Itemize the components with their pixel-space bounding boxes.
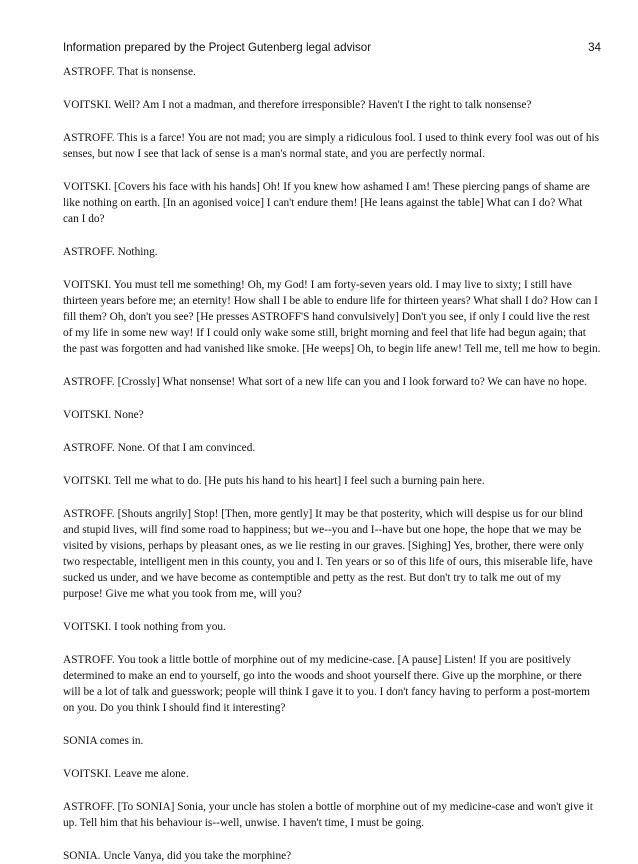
paragraph: ASTROFF. [To SONIA] Sonia, your uncle has stolen a bottle of morphine out of my medicine-case and won't give it up. Tell him that his behaviour is--well, unwise. I haven't time, I must be going.: [63, 801, 593, 829]
document-body: [63, 64, 601, 864]
paragraph: ASTROFF. [Shouts angrily] Stop! [Then, more gently] It may be that posterity, which will despise us for our blind and stupid lives, will find some road to happiness; but we--you and I--have but one hope, the hope that we may be visited by visions, perhaps by pleasant ones, as we lie resting in our graves. [Sighing] Yes, brother, there were only two respectable, intelligent men in this county, you and I. Ten years or so of this life of ours, this miserable life, have sucked us under, and we have become as contemptible and petty as the rest. But don't try to talk me out of my purpose! Give me what you took from me, will you?: [63, 508, 593, 600]
paragraph: VOITSKI. Tell me what to do. [He puts his hand to his heart] I feel such a burning pain here.: [63, 475, 485, 487]
paragraph: ASTROFF. None. Of that I am convinced.: [63, 442, 256, 454]
header-title: Information prepared by the Project Gutenberg legal advisor: [63, 41, 372, 54]
paragraph: SONIA. Uncle Vanya, did you take the morphine?: [63, 850, 292, 862]
paragraph: ASTROFF. This is a farce! You are not mad; you are simply a ridiculous fool. I used to think every fool was out of his senses, but now I see that lack of sense is a man's normal state, and you are perfectly normal.: [63, 132, 600, 160]
paragraph: ASTROFF. Nothing.: [63, 246, 158, 258]
paragraph: SONIA comes in.: [63, 735, 144, 747]
paragraph: VOITSKI. I took nothing from you.: [63, 621, 226, 633]
paragraph: VOITSKI. None?: [63, 409, 144, 421]
paragraph: VOITSKI. [Covers his face with his hands] Oh! If you knew how ashamed I am! These piercing pangs of shame are like nothing on earth. [In an agonised voice] I can't endure them! [He leans against the table] What can I do? What can I do?: [63, 181, 590, 225]
paragraph: ASTROFF. That is nonsense.: [63, 66, 196, 78]
running-header: [63, 41, 601, 55]
paragraph: ASTROFF. [Crossly] What nonsense! What sort of a new life can you and I look forward to? We can have no hope.: [63, 376, 587, 388]
paragraph: VOITSKI. You must tell me something! Oh, my God! I am forty-seven years old. I may live to sixty; I still have thirteen years before me; an eternity! How shall I be able to endure life for thirteen years? What shall I do? How can I fill them? Oh, don't you see? [He presses ASTROFF'S hand convulsively] Don't you see, if only I could live the rest of my life in some new way! If I could only wake some still, bright morning and feel that life had begun again; that the past was forgotten and had vanished like smoke. [He weeps] Oh, to begin life anew! Tell me, tell me how to begin.: [63, 279, 601, 355]
page-number: 34: [588, 41, 601, 54]
paragraph: VOITSKI. Well? Am I not a madman, and therefore irresponsible? Haven't I the right to talk nonsense?: [63, 99, 532, 111]
paragraph: ASTROFF. You took a little bottle of morphine out of my medicine-case. [A pause] Listen! If you are positively determined to make an end to yourself, go into the woods and shoot yourself there. Give up the morphine, or there will be a lot of talk and guesswork; people will think I gave it to you. I don't fancy having to perform a post-mortem on you. Do you think I should find it interesting?: [63, 654, 590, 714]
paragraph: VOITSKI. Leave me alone.: [63, 768, 189, 780]
